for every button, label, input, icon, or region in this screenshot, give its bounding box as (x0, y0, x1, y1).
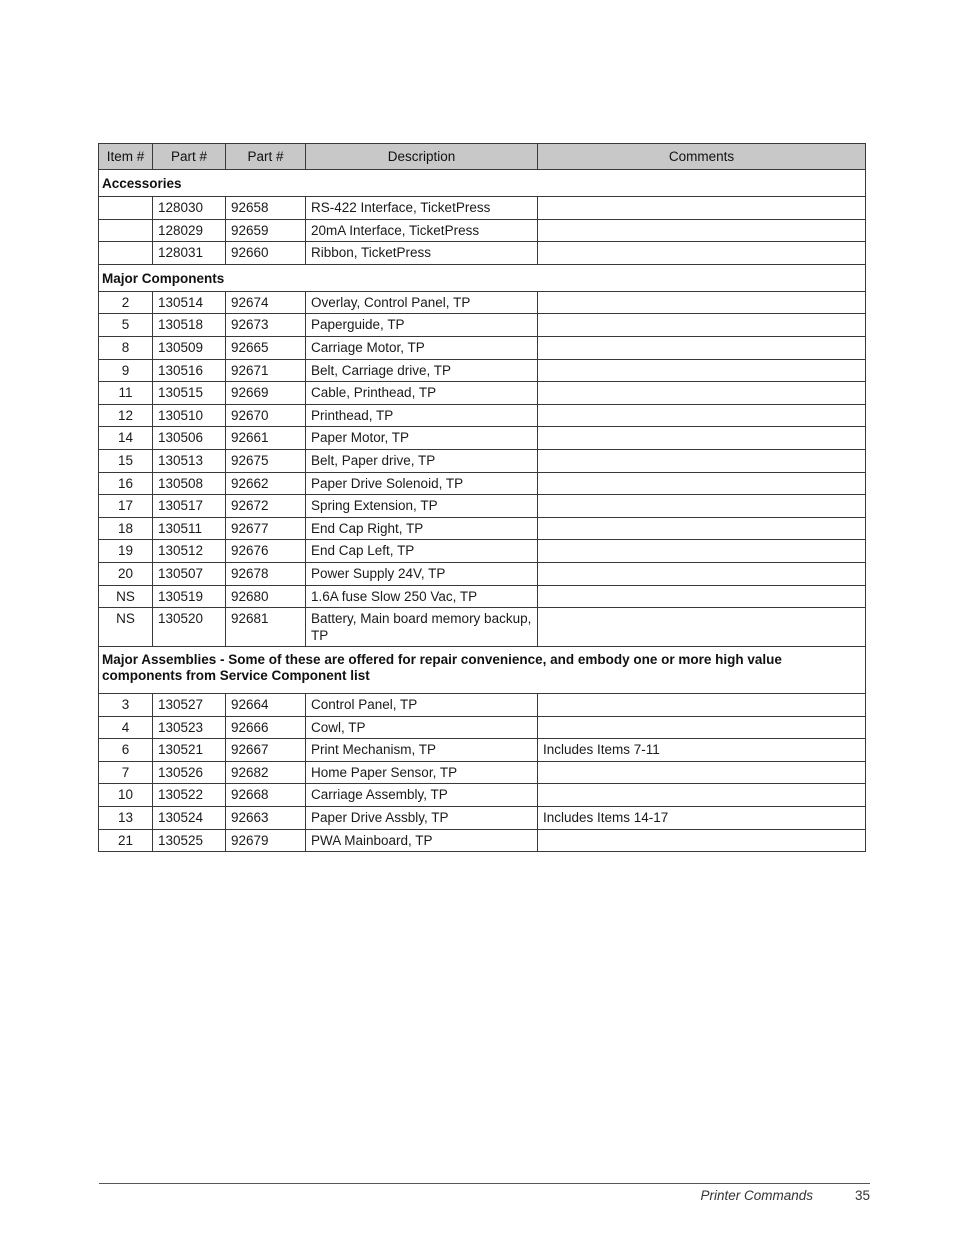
part1-cell: 130509 (153, 336, 226, 359)
part2-cell: 92676 (226, 540, 306, 563)
table-row (99, 694, 866, 717)
comments-cell: Includes Items 14-17 (538, 807, 866, 830)
part2-cell: 92665 (226, 336, 306, 359)
part2-cell: 92662 (226, 472, 306, 495)
item-cell: 21 (99, 829, 153, 852)
part2-cell: 92671 (226, 359, 306, 382)
description-cell: 1.6A fuse Slow 250 Vac, TP (306, 585, 538, 608)
table-row (99, 449, 866, 472)
section-title: Major Components (99, 264, 866, 291)
comments-cell (538, 517, 866, 540)
comments-cell (538, 404, 866, 427)
comments-cell (538, 219, 866, 242)
table-row (99, 739, 866, 762)
comments-cell (538, 427, 866, 450)
part2-cell: 92681 (226, 608, 306, 647)
item-cell: 15 (99, 449, 153, 472)
header-part-2: Part # (226, 144, 306, 170)
part1-cell: 130527 (153, 694, 226, 717)
parts-table (98, 143, 866, 852)
item-cell: NS (99, 608, 153, 647)
comments-cell (538, 242, 866, 265)
table-row (99, 427, 866, 450)
comments-cell (538, 495, 866, 518)
part1-cell: 130510 (153, 404, 226, 427)
table-row (99, 336, 866, 359)
header-item: Item # (99, 144, 153, 170)
footer-title: Printer Commands (700, 1188, 813, 1203)
part2-cell: 92682 (226, 761, 306, 784)
part1-cell: 130526 (153, 761, 226, 784)
part1-cell: 130512 (153, 540, 226, 563)
description-cell: Paper Drive Solenoid, TP (306, 472, 538, 495)
table-row (99, 382, 866, 405)
item-cell: 2 (99, 291, 153, 314)
header-comments: Comments (538, 144, 866, 170)
part1-cell: 130516 (153, 359, 226, 382)
part1-cell: 130511 (153, 517, 226, 540)
header-part-1: Part # (153, 144, 226, 170)
table-row (99, 761, 866, 784)
comments-cell (538, 314, 866, 337)
item-cell: 9 (99, 359, 153, 382)
table-row (99, 608, 866, 647)
footer-rule (99, 1183, 870, 1184)
part2-cell: 92661 (226, 427, 306, 450)
table-row (99, 472, 866, 495)
part1-cell: 130517 (153, 495, 226, 518)
description-cell: Paperguide, TP (306, 314, 538, 337)
description-cell: Carriage Motor, TP (306, 336, 538, 359)
table-row (99, 314, 866, 337)
comments-cell (538, 784, 866, 807)
table-row (99, 359, 866, 382)
item-cell: 8 (99, 336, 153, 359)
part1-cell: 130508 (153, 472, 226, 495)
part1-cell: 130520 (153, 608, 226, 647)
part2-cell: 92679 (226, 829, 306, 852)
item-cell: 20 (99, 562, 153, 585)
item-cell: 7 (99, 761, 153, 784)
comments-cell (538, 608, 866, 647)
comments-cell: Includes Items 7-11 (538, 739, 866, 762)
item-cell (99, 197, 153, 220)
item-cell: 5 (99, 314, 153, 337)
part2-cell: 92668 (226, 784, 306, 807)
item-cell (99, 219, 153, 242)
comments-cell (538, 449, 866, 472)
part1-cell: 130523 (153, 716, 226, 739)
table-row (99, 784, 866, 807)
table-row (99, 540, 866, 563)
table-row (99, 404, 866, 427)
comments-cell (538, 197, 866, 220)
description-cell: RS-422 Interface, TicketPress (306, 197, 538, 220)
part2-cell: 92667 (226, 739, 306, 762)
description-cell: Print Mechanism, TP (306, 739, 538, 762)
part2-cell: 92675 (226, 449, 306, 472)
comments-cell (538, 359, 866, 382)
item-cell: 14 (99, 427, 153, 450)
description-cell: Spring Extension, TP (306, 495, 538, 518)
table-row (99, 517, 866, 540)
section-title: Accessories (99, 170, 866, 197)
part1-cell: 130525 (153, 829, 226, 852)
comments-cell (538, 585, 866, 608)
section-row (99, 647, 866, 694)
part1-cell: 128031 (153, 242, 226, 265)
part2-cell: 92680 (226, 585, 306, 608)
part2-cell: 92673 (226, 314, 306, 337)
table-row (99, 716, 866, 739)
description-cell: Power Supply 24V, TP (306, 562, 538, 585)
header-description: Description (306, 144, 538, 170)
description-cell: Paper Motor, TP (306, 427, 538, 450)
part1-cell: 130506 (153, 427, 226, 450)
item-cell: 12 (99, 404, 153, 427)
description-cell: Control Panel, TP (306, 694, 538, 717)
comments-cell (538, 382, 866, 405)
item-cell: 17 (99, 495, 153, 518)
table-row (99, 197, 866, 220)
table-row (99, 219, 866, 242)
item-cell: 3 (99, 694, 153, 717)
page-number: 35 (855, 1188, 871, 1203)
table-header-row (99, 144, 866, 170)
description-cell: Cable, Printhead, TP (306, 382, 538, 405)
description-cell: Paper Drive Assbly, TP (306, 807, 538, 830)
part1-cell: 130519 (153, 585, 226, 608)
description-cell: End Cap Left, TP (306, 540, 538, 563)
comments-cell (538, 291, 866, 314)
table-row (99, 829, 866, 852)
part1-cell: 130521 (153, 739, 226, 762)
item-cell: 19 (99, 540, 153, 563)
part2-cell: 92674 (226, 291, 306, 314)
item-cell (99, 242, 153, 265)
part2-cell: 92677 (226, 517, 306, 540)
part1-cell: 130524 (153, 807, 226, 830)
comments-cell (538, 829, 866, 852)
part1-cell: 130522 (153, 784, 226, 807)
description-cell: Belt, Carriage drive, TP (306, 359, 538, 382)
part1-cell: 130515 (153, 382, 226, 405)
description-cell: Belt, Paper drive, TP (306, 449, 538, 472)
table-row (99, 585, 866, 608)
item-cell: 10 (99, 784, 153, 807)
part1-cell: 130518 (153, 314, 226, 337)
part2-cell: 92678 (226, 562, 306, 585)
description-cell: Carriage Assembly, TP (306, 784, 538, 807)
section-row (99, 264, 866, 291)
part1-cell: 130507 (153, 562, 226, 585)
item-cell: 6 (99, 739, 153, 762)
section-title: Major Assemblies - Some of these are offered for repair convenience, and embody one or more high value components from Service Component list (99, 647, 866, 694)
table-row (99, 495, 866, 518)
description-cell: PWA Mainboard, TP (306, 829, 538, 852)
description-cell: Battery, Main board memory backup, TP (306, 608, 538, 647)
comments-cell (538, 472, 866, 495)
table-row (99, 562, 866, 585)
part1-cell: 130513 (153, 449, 226, 472)
table-row (99, 242, 866, 265)
description-cell: Cowl, TP (306, 716, 538, 739)
comments-cell (538, 694, 866, 717)
part1-cell: 128029 (153, 219, 226, 242)
description-cell: Home Paper Sensor, TP (306, 761, 538, 784)
description-cell: End Cap Right, TP (306, 517, 538, 540)
part1-cell: 128030 (153, 197, 226, 220)
description-cell: Printhead, TP (306, 404, 538, 427)
item-cell: 4 (99, 716, 153, 739)
part2-cell: 92660 (226, 242, 306, 265)
part2-cell: 92664 (226, 694, 306, 717)
comments-cell (538, 562, 866, 585)
part2-cell: 92670 (226, 404, 306, 427)
part2-cell: 92658 (226, 197, 306, 220)
item-cell: 16 (99, 472, 153, 495)
part2-cell: 92669 (226, 382, 306, 405)
item-cell: NS (99, 585, 153, 608)
part2-cell: 92663 (226, 807, 306, 830)
comments-cell (538, 336, 866, 359)
description-cell: Overlay, Control Panel, TP (306, 291, 538, 314)
item-cell: 13 (99, 807, 153, 830)
item-cell: 11 (99, 382, 153, 405)
table-row (99, 807, 866, 830)
item-cell: 18 (99, 517, 153, 540)
description-cell: 20mA Interface, TicketPress (306, 219, 538, 242)
part2-cell: 92666 (226, 716, 306, 739)
table-body (99, 170, 866, 852)
description-cell: Ribbon, TicketPress (306, 242, 538, 265)
part2-cell: 92672 (226, 495, 306, 518)
comments-cell (538, 716, 866, 739)
part2-cell: 92659 (226, 219, 306, 242)
table-row (99, 291, 866, 314)
part1-cell: 130514 (153, 291, 226, 314)
section-row (99, 170, 866, 197)
comments-cell (538, 540, 866, 563)
comments-cell (538, 761, 866, 784)
